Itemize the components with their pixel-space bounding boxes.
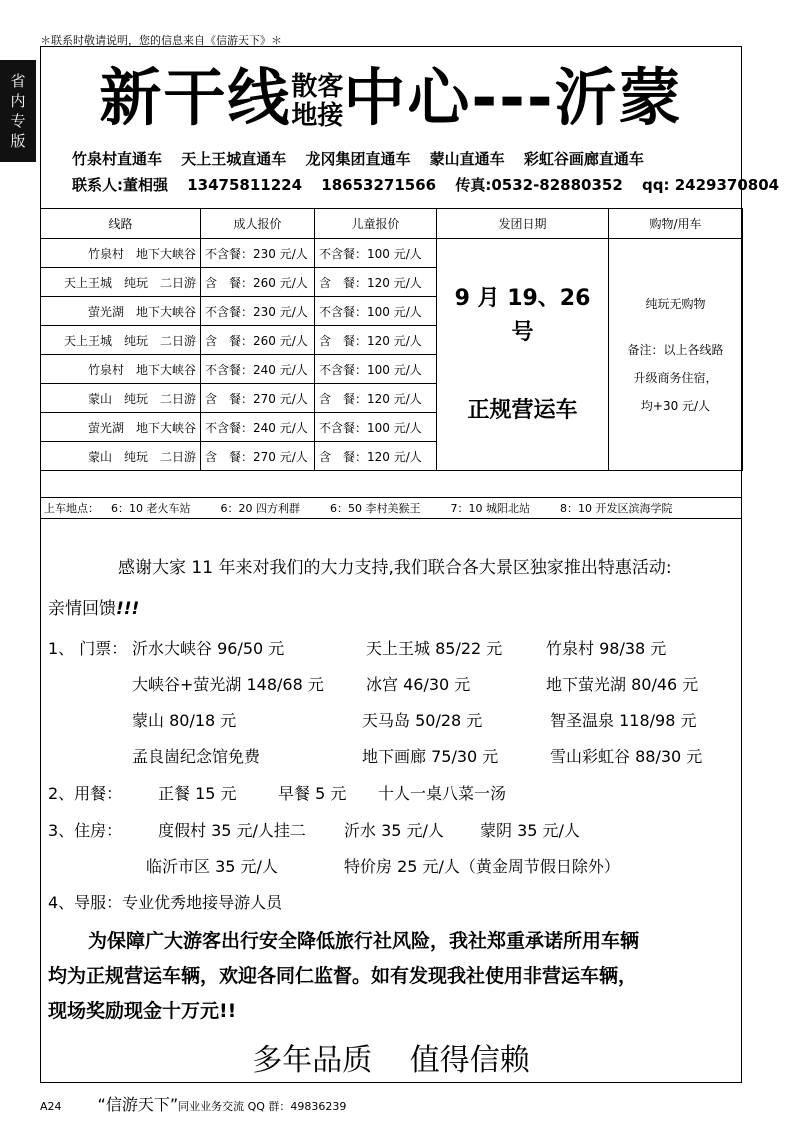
list-item: 孟良崮纪念馆免费 <box>132 747 261 766</box>
page-title: 新干线 散 地 客 接 中心---沂蒙 <box>99 61 683 134</box>
table-header-row <box>41 209 743 239</box>
guide-line: 4、导服：专业优秀地接导游人员 <box>48 893 283 912</box>
header-route: 线路 <box>41 209 201 239</box>
list-item: 沂水 35 元/人 <box>344 821 444 840</box>
header-child: 儿童报价 <box>315 209 437 239</box>
footer <box>40 1092 346 1115</box>
kin-heading: 亲情回馈!!! <box>48 599 140 619</box>
list-item: 天上王城 85/22 元 <box>366 639 503 658</box>
table-row: 竹泉村 地下大峡谷 不含餐：240 元/人 不含餐：100 元/人 <box>41 355 743 384</box>
departure-dates: 9 月 19、26 号 <box>454 285 591 345</box>
contact-line <box>72 174 793 195</box>
routes-line: 竹泉村直通车 天上王城直通车 龙冈集团直通车 蒙山直通车 彩虹谷画廊直通车 <box>72 150 644 168</box>
contact-qq: qq: 2429370804 <box>642 176 780 194</box>
shopping-note: 纯玩无购物 <box>645 296 706 311</box>
contact-phone-2: 18653271566 <box>321 176 437 194</box>
section-tab: 省 内 专 版 <box>0 60 36 162</box>
footer-text: 同业业务交流 QQ 群：49836239 <box>178 1100 347 1113</box>
price-table: 线路 成人报价 儿童报价 发团日期 购物/用车 竹泉村 地下大峡谷 不含餐：230 元/人 不含餐：100 元/人 9 月 19、26 号 正规营运车 纯玩无购物 备注：以上各线路 升级商务住宿， 均+30 元/人 天上王城 纯玩 二日游 含 餐：260 元/人 含 餐：120 元/人 萤光湖 地下大峡谷 不含餐：230 元/人 不含餐：100 元/人 天上王城 纯玩 二日游 含 餐：260 元/人 含 餐：120 元/人 竹泉村 地下大峡谷 不含餐：240 元/人 不含餐：100 元/人 蒙山 纯玩 二日游 含 餐：270 元/人 含 餐：120 元/人 萤光湖 地下大峡谷 不含餐：240 元/人 不含餐：100 元/人 蒙山 纯玩 二日游 含 餐：270 元/人 含 餐：120 元/人 <box>40 208 743 471</box>
list-item: 竹泉村 98/38 元 <box>546 639 667 658</box>
list-item: 度假村 35 元/人挂二 <box>158 821 306 840</box>
list-item: 天马岛 50/28 元 <box>362 711 483 730</box>
meals-label: 2、用餐： <box>48 784 123 803</box>
list-item: 十人一桌八菜一汤 <box>378 784 507 803</box>
table-row: 竹泉村 地下大峡谷 不含餐：230 元/人 不含餐：100 元/人 9 月 19、26 号 正规营运车 纯玩无购物 备注：以上各线路 升级商务住宿， 均+30 元/人 <box>41 239 743 268</box>
lodging-label: 3、住房： <box>48 821 123 840</box>
page-number: A24 <box>40 1100 62 1113</box>
list-item: 大峡谷+萤光湖 148/68 元 <box>132 675 324 694</box>
list-item: 地下萤光湖 80/46 元 <box>546 675 699 694</box>
header-date: 发团日期 <box>437 209 609 239</box>
vehicle-note: 正规营运车 <box>467 397 578 423</box>
footer-brand: “信游天下” <box>97 1095 179 1114</box>
contact-person: 联系人:董相强 <box>72 176 168 194</box>
header-adult: 成人报价 <box>201 209 315 239</box>
shopping-cell: 纯玩无购物 备注：以上各线路 升级商务住宿， 均+30 元/人 <box>609 239 743 471</box>
list-item: 智圣温泉 118/98 元 <box>550 711 697 730</box>
contact-fax: 传真:0532-82880352 <box>455 176 623 194</box>
table-row: 萤光湖 地下大峡谷 不含餐：240 元/人 不含餐：100 元/人 <box>41 413 743 442</box>
list-item: 临沂市区 35 元/人 <box>146 857 278 876</box>
promise-line-3: 现场奖励现金十万元!! <box>48 1000 237 1022</box>
thanks-text: 感谢大家 11 年来对我们的大力支持,我们联合各大景区独家推出特惠活动: <box>118 558 672 578</box>
list-item: 蒙山 80/18 元 <box>132 711 237 730</box>
header-shopping: 购物/用车 <box>609 209 743 239</box>
list-item: 特价房 25 元/人（黄金周节假日除外） <box>344 857 620 876</box>
top-note: ＊联系时敬请说明，您的信息来自《信游天下》＊ <box>40 34 282 47</box>
slogan: 多年品质 值得信赖 <box>252 1043 530 1078</box>
date-cell <box>437 239 609 471</box>
list-item: 正餐 15 元 <box>158 784 237 803</box>
promise-line-1: 为保障广大游客出行安全降低旅行社风险，我社郑重承诺所用车辆 <box>88 930 640 952</box>
pickup-points: 上车地点： 6：10 老火车站 6：20 四方利群 6：50 李村美猴王 7：10 城阳北站 8：10 开发区滨海学院 <box>40 497 742 519</box>
list-item: 蒙阴 35 元/人 <box>480 821 580 840</box>
list-item: 雪山彩虹谷 88/30 元 <box>550 747 703 766</box>
tickets-label: 1、 门票： <box>48 639 128 658</box>
contact-phone-1: 13475811224 <box>187 176 303 194</box>
list-item: 沂水大峡谷 96/50 元 <box>132 639 285 658</box>
list-item: 早餐 5 元 <box>278 784 347 803</box>
list-item: 冰宫 46/30 元 <box>366 675 471 694</box>
promise-line-2: 均为正规营运车辆，欢迎各同仁监督。如有发现我社使用非营运车辆， <box>48 965 638 987</box>
list-item: 地下画廊 75/30 元 <box>362 747 499 766</box>
table-row: 萤光湖 地下大峡谷 不含餐：230 元/人 不含餐：100 元/人 <box>41 297 743 326</box>
